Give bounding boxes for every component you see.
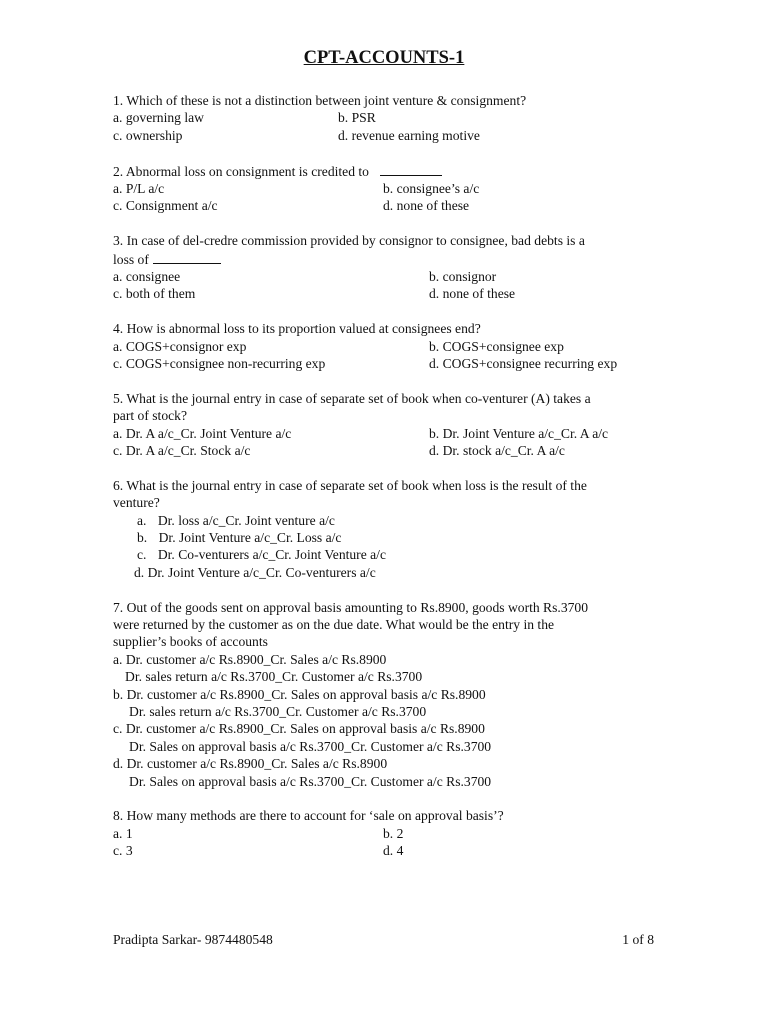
question-5-options-row-2: [113, 442, 643, 459]
question-3-option-b: b. consignor: [429, 268, 497, 284]
question-7-option-a-line-2: Dr. sales return a/c Rs.3700_Cr. Customer a/c Rs.3700: [125, 669, 423, 685]
question-2-option-a: a. P/L a/c: [113, 180, 165, 196]
question-3-text-line-1: 3. In case of del-credre commission provided by consignor to consignee, bad debts is a: [113, 233, 585, 249]
question-4-option-d: d. COGS+consignee recurring exp: [429, 355, 618, 371]
question-6-option-c-letter: c.: [137, 547, 147, 563]
question-3-option-a: a. consignee: [113, 268, 181, 284]
question-4-text: 4. How is abnormal loss to its proportion valued at consignees end?: [113, 321, 481, 337]
question-8-options-row-2: [113, 842, 643, 859]
question-2-option-b: b. consignee’s a/c: [383, 180, 480, 196]
question-7-option-d-line-2: Dr. Sales on approval basis a/c Rs.3700_Cr. Customer a/c Rs.3700: [129, 773, 492, 789]
question-7-text-line-3: supplier’s books of accounts: [113, 634, 268, 650]
question-6-option-b-text: Dr. Joint Venture a/c_Cr. Loss a/c: [158, 529, 342, 545]
question-7-text-line-2: were returned by the customer as on the due date. What would be the entry in the: [113, 616, 555, 632]
question-4-options-row-1: [113, 338, 643, 355]
question-6-option-b-letter: b.: [137, 529, 148, 545]
question-3-line-2: [113, 250, 643, 268]
page-number: 1 of 8: [622, 932, 654, 947]
question-6: [113, 477, 643, 581]
question-1-options-row-2: [113, 127, 643, 144]
question-8-options-row-1: [113, 825, 643, 842]
question-4-option-b: b. COGS+consignee exp: [429, 338, 564, 354]
question-2: [113, 162, 643, 215]
question-7: [113, 599, 643, 790]
question-6-option-b: [113, 529, 643, 546]
question-5-option-d: d. Dr. stock a/c_Cr. A a/c: [429, 442, 565, 458]
question-4-option-a: a. COGS+consignor exp: [113, 338, 247, 354]
question-1-option-b: b. PSR: [338, 110, 376, 126]
question-1-option-d: d. revenue earning motive: [338, 127, 480, 143]
question-3-options-row-2: [113, 285, 643, 302]
question-5-options-row-1: [113, 425, 643, 442]
question-5-option-b: b. Dr. Joint Venture a/c_Cr. A a/c: [429, 425, 609, 441]
question-8-option-c: c. 3: [113, 843, 133, 859]
question-7-option-d-line-1: d. Dr. customer a/c Rs.8900_Cr. Sales a/c Rs.8900: [113, 756, 388, 772]
question-7-option-b-line-2: Dr. sales return a/c Rs.3700_Cr. Customer a/c Rs.3700: [129, 703, 427, 719]
question-8-text: 8. How many methods are there to account for ‘sale on approval basis’?: [113, 808, 504, 824]
question-4-options-row-2: [113, 355, 643, 372]
question-3-options-row-1: [113, 268, 643, 285]
question-3: [113, 232, 643, 303]
question-6-option-d: d. Dr. Joint Venture a/c_Cr. Co-venturers a/c: [134, 564, 376, 580]
question-6-option-a: [113, 512, 643, 529]
question-8: [113, 807, 643, 859]
question-3-option-c: c. both of them: [113, 286, 196, 302]
document-title: CPT-ACCOUNTS-1: [303, 48, 465, 68]
question-8-option-d: d. 4: [383, 843, 404, 859]
question-2-options-row-2: [113, 197, 643, 214]
answer-blank: [380, 162, 442, 176]
question-6-option-c: [113, 546, 643, 563]
question-6-option-c-text: Dr. Co-venturers a/c_Cr. Joint Venture a/c: [157, 547, 386, 563]
question-4: [113, 320, 643, 372]
answer-blank: [153, 250, 221, 264]
question-1-options-row-1: [113, 109, 643, 126]
question-7-option-c-line-1: c. Dr. customer a/c Rs.8900_Cr. Sales on approval basis a/c Rs.8900: [113, 721, 485, 737]
question-5: [113, 390, 643, 460]
question-6-option-a-letter: a.: [137, 512, 147, 528]
question-1-option-a: a. governing law: [113, 110, 204, 126]
question-8-option-b: b. 2: [383, 825, 404, 841]
question-4-option-c: c. COGS+consignee non-recurring exp: [113, 355, 326, 371]
question-1-option-c: c. ownership: [113, 127, 183, 143]
question-1-text: 1. Which of these is not a distinction between joint venture & consignment?: [113, 93, 527, 108]
question-5-option-a: a. Dr. A a/c_Cr. Joint Venture a/c: [113, 425, 292, 441]
question-5-option-c: c. Dr. A a/c_Cr. Stock a/c: [113, 442, 251, 458]
question-6-option-a-text: Dr. loss a/c_Cr. Joint venture a/c: [157, 512, 335, 528]
question-3-text-line-2: loss of: [113, 251, 149, 267]
question-7-option-a-line-1: a. Dr. customer a/c Rs.8900_Cr. Sales a/c Rs.8900: [113, 651, 387, 667]
question-1: [113, 92, 643, 144]
question-5-text-line-1: 5. What is the journal entry in case of separate set of book when co-venturer (A) takes a: [113, 390, 591, 406]
question-2-option-d: d. none of these: [383, 198, 470, 214]
question-8-option-a: a. 1: [113, 825, 133, 841]
question-2-options-row-1: [113, 180, 643, 197]
question-7-option-b-line-1: b. Dr. customer a/c Rs.8900_Cr. Sales on approval basis a/c Rs.8900: [113, 686, 486, 702]
page-footer: [113, 931, 654, 949]
question-6-text-line-1: 6. What is the journal entry in case of separate set of book when loss is the result of the: [113, 477, 587, 493]
question-5-text-line-2: part of stock?: [113, 408, 187, 424]
question-3-option-d: d. none of these: [429, 286, 516, 302]
question-2-line: [113, 162, 643, 180]
question-7-text-line-1: 7. Out of the goods sent on approval basis amounting to Rs.8900, goods worth Rs.3700: [113, 599, 589, 615]
question-2-option-c: c. Consignment a/c: [113, 198, 218, 214]
question-6-text-line-2: venture?: [113, 495, 160, 511]
question-list: [113, 92, 643, 877]
footer-author: Pradipta Sarkar- 9874480548: [113, 932, 273, 947]
question-7-option-c-line-2: Dr. Sales on approval basis a/c Rs.3700_Cr. Customer a/c Rs.3700: [129, 738, 492, 754]
question-2-text: 2. Abnormal loss on consignment is credited to: [113, 163, 369, 179]
